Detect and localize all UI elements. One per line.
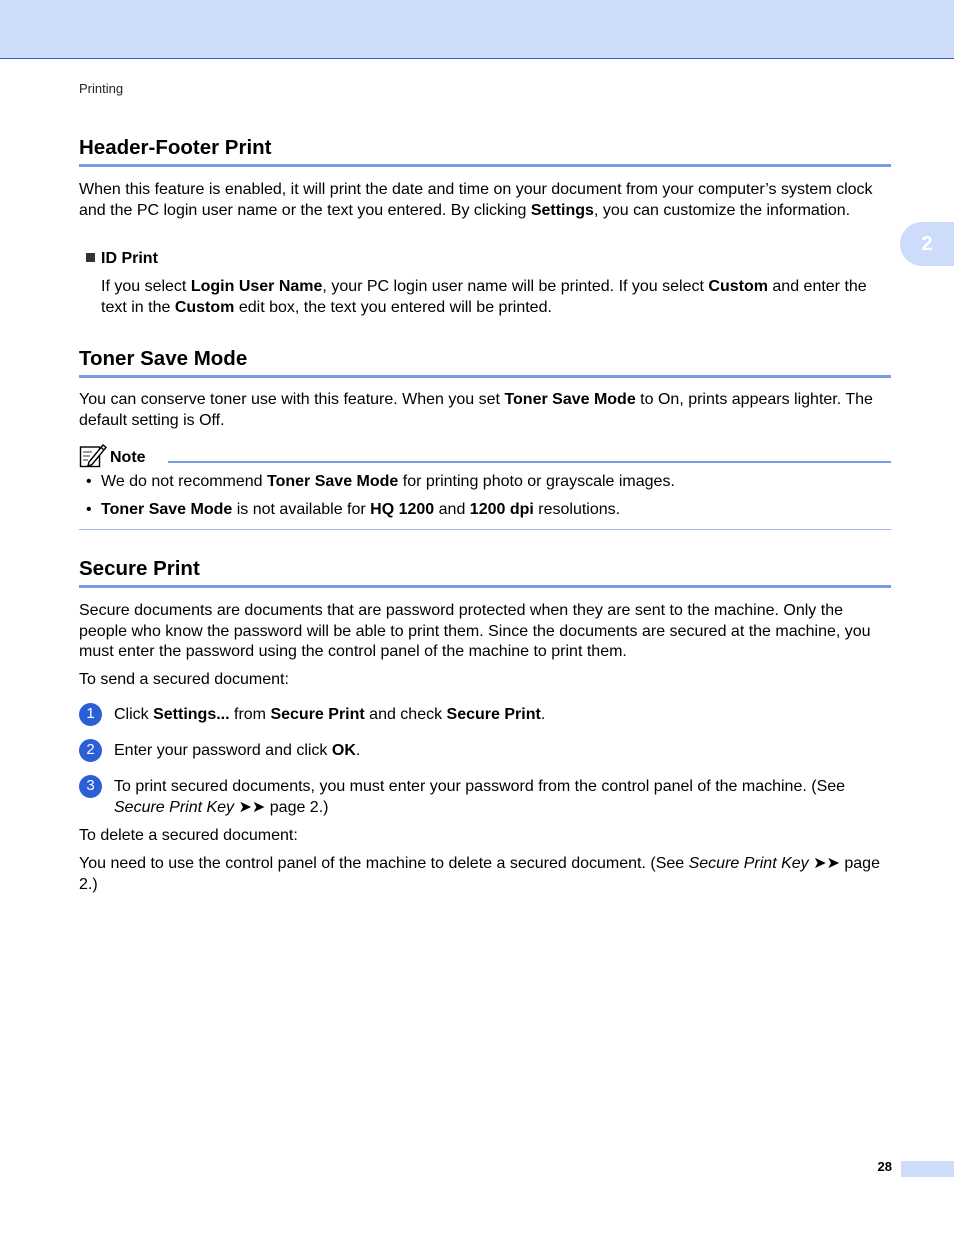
step-item: 2 Enter your password and click OK.	[114, 741, 891, 762]
note-rule	[168, 461, 891, 463]
id-print-description: If you select Login User Name, your PC login user name will be printed. If you select Custom and enter the text in the Custom edit box, the text you entered will be printed.	[101, 278, 867, 316]
secure-print-intro: Secure documents are documents that are password protected when they are sent to the machine. Only the people who know the password will be able to print them. Since the documents are secured at the machine, you must enter the password using the control panel of the machine to print them.	[79, 602, 871, 660]
note-label: Note	[110, 449, 146, 466]
section-title-secure-print: Secure Print	[79, 557, 891, 588]
cross-reference-link[interactable]: Secure Print Key	[114, 798, 235, 816]
id-print-item: ID Print	[79, 249, 891, 270]
note-end-rule	[79, 529, 891, 530]
header-band	[0, 0, 954, 59]
delete-secured-text: You need to use the control panel of the machine to delete a secured document. (See Secure Print Key ➤➤ page 2.)	[79, 855, 880, 893]
step-item: 3 To print secured documents, you must enter your password from the control panel of the machine. (See Secure Print Key ➤➤ page 2.)	[114, 777, 891, 818]
note-header	[79, 442, 891, 468]
section-title-header-footer: Header-Footer Print	[79, 136, 891, 167]
note-item: • We do not recommend Toner Save Mode for printing photo or grayscale images.	[101, 472, 891, 493]
header-footer-intro: When this feature is enabled, it will print the date and time on your document from your computer’s system clock and the PC login user name or the text you entered. By clicking Settings, you can customize the information.	[79, 181, 873, 219]
step-item: 1 Click Settings... from Secure Print and check Secure Print.	[114, 705, 891, 726]
step-number-badge: 2	[79, 739, 102, 762]
running-head: Printing	[79, 81, 124, 96]
send-secured-label: To send a secured document:	[79, 671, 289, 688]
note-pencil-icon	[79, 442, 107, 468]
chapter-tab: 2	[900, 222, 954, 266]
section-title-toner-save: Toner Save Mode	[79, 347, 891, 378]
page-number: 28	[877, 1159, 892, 1174]
note-item: • Toner Save Mode is not available for HQ 1200 and 1200 dpi resolutions.	[101, 500, 891, 521]
square-bullet-icon	[86, 253, 95, 262]
cross-reference-link[interactable]: Secure Print Key	[688, 855, 809, 872]
delete-secured-label: To delete a secured document:	[79, 827, 298, 844]
toner-save-intro: You can conserve toner use with this feature. When you set Toner Save Mode to On, prints appears lighter. The default setting is Off.	[79, 391, 873, 429]
step-number-badge: 1	[79, 703, 102, 726]
step-number-badge: 3	[79, 775, 102, 798]
page-number-tab	[901, 1161, 954, 1177]
